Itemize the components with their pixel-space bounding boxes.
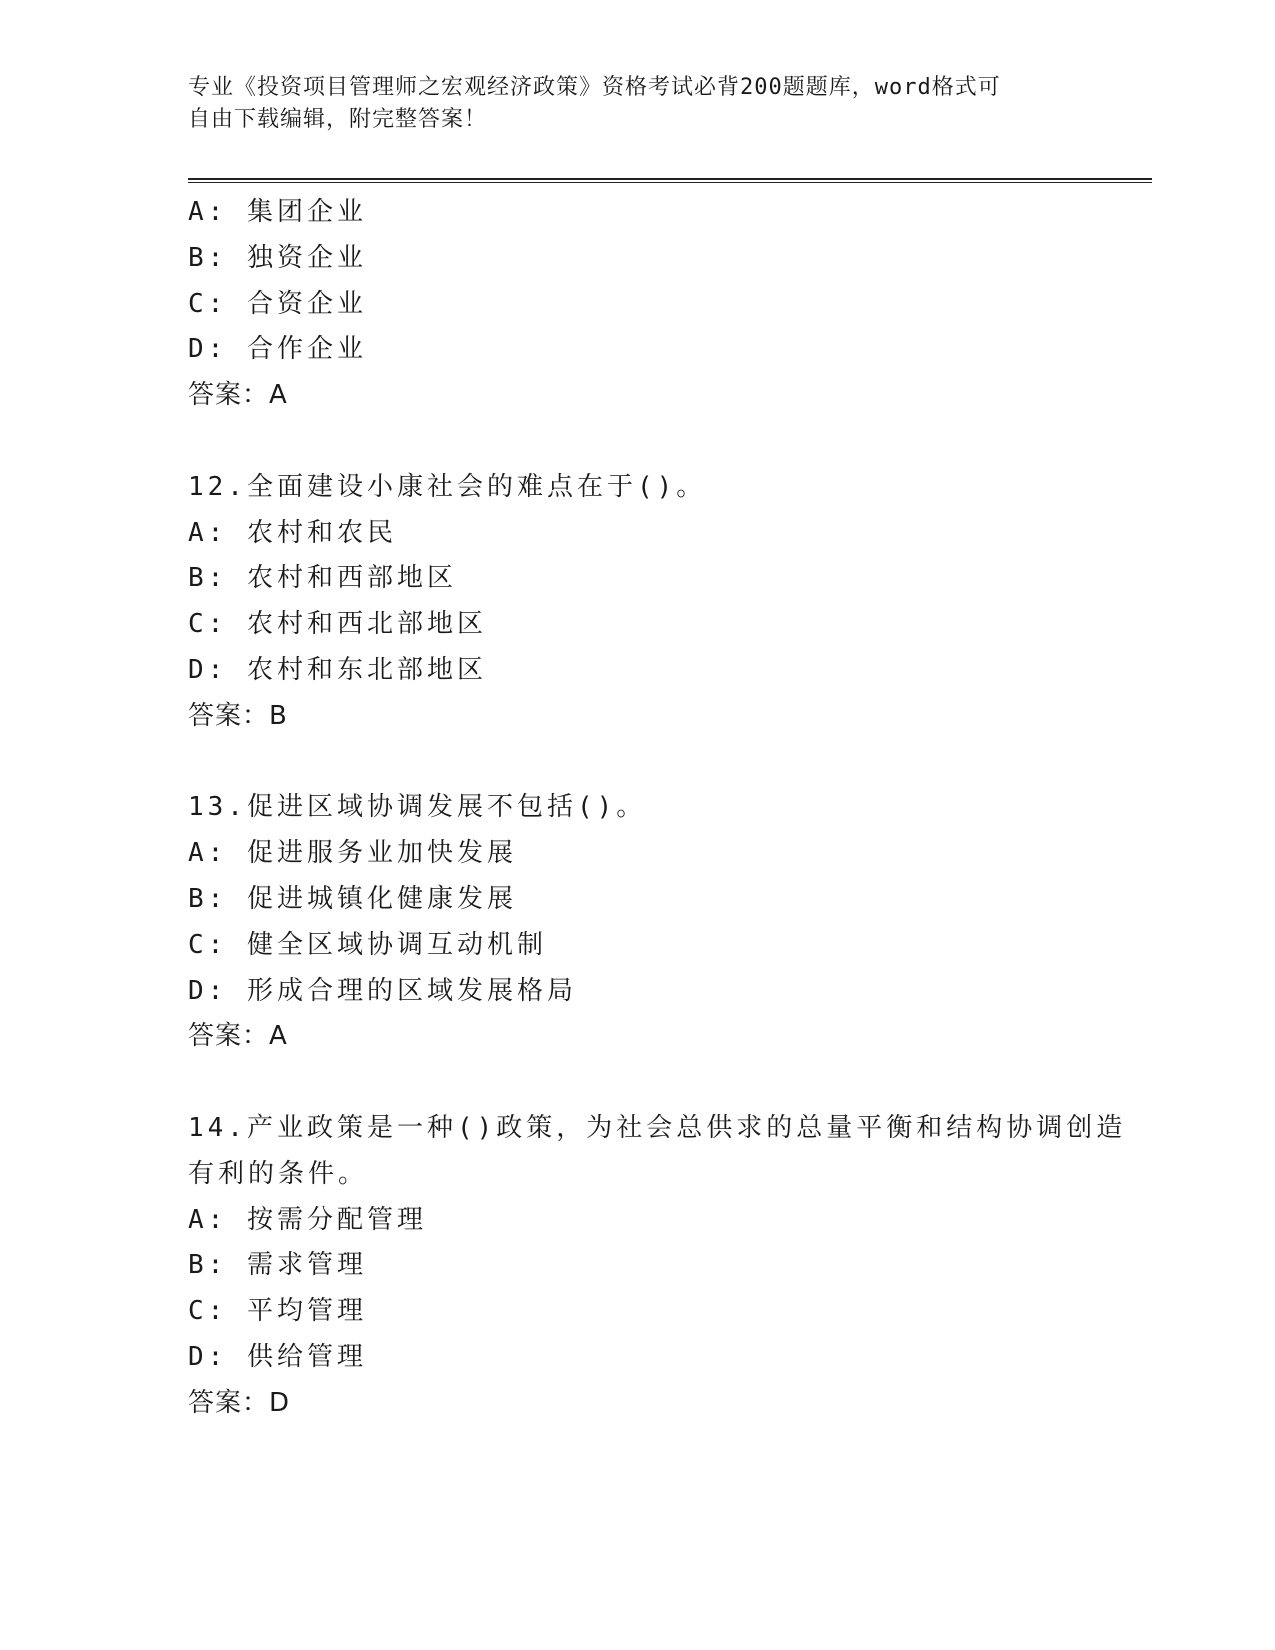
question-block-13 <box>188 785 1148 1060</box>
option-d: D: 农村和东北部地区 <box>188 654 487 685</box>
option-b: B: 需求管理 <box>188 1250 367 1281</box>
spacer <box>188 419 1148 465</box>
option-d: D: 合作企业 <box>188 334 367 365</box>
option-a: A: 促进服务业加快发展 <box>188 838 517 869</box>
header-divider <box>188 178 1152 183</box>
option-c: C: 合资企业 <box>188 288 367 319</box>
option-a: A: 按需分配管理 <box>188 1204 427 1235</box>
question-stem-line-2: 有利的条件。 <box>188 1158 369 1189</box>
question-block-11 <box>188 190 1148 419</box>
question-stem: 12.全面建设小康社会的难点在于()。 <box>188 471 707 502</box>
option-d: D: 形成合理的区域发展格局 <box>188 975 577 1006</box>
question-stem-line-1: 14.产业政策是一种()政策，为社会总供求的总量平衡和结构协调创造 <box>188 1112 1127 1143</box>
spacer <box>188 1060 1148 1106</box>
option-c: C: 健全区域协调互动机制 <box>188 929 547 960</box>
answer-line: 答案：B <box>188 700 288 731</box>
option-b: B: 农村和西部地区 <box>188 563 457 594</box>
option-b: B: 促进城镇化健康发展 <box>188 883 517 914</box>
option-a: A: 农村和农民 <box>188 517 397 548</box>
header-title-line-2: 自由下载编辑，附完整答案！ <box>188 107 488 132</box>
option-c: C: 平均管理 <box>188 1296 367 1327</box>
answer-line: 答案：A <box>188 380 288 411</box>
option-d: D: 供给管理 <box>188 1341 367 1372</box>
question-stem: 13.促进区域协调发展不包括()。 <box>188 792 647 823</box>
answer-line: 答案：D <box>188 1387 291 1418</box>
question-block-14 <box>188 1106 1148 1427</box>
question-block-12 <box>188 465 1148 740</box>
header-title-line-1: 专业《投资项目管理师之宏观经济政策》资格考试必背200题题库，word格式可 <box>188 75 1001 100</box>
option-a: A: 集团企业 <box>188 197 367 227</box>
spacer <box>188 740 1148 786</box>
option-b: B: 独资企业 <box>188 242 367 273</box>
answer-line: 答案：A <box>188 1021 288 1052</box>
document-header <box>188 72 1088 136</box>
question-list <box>188 190 1148 1427</box>
option-c: C: 农村和西北部地区 <box>188 609 487 640</box>
